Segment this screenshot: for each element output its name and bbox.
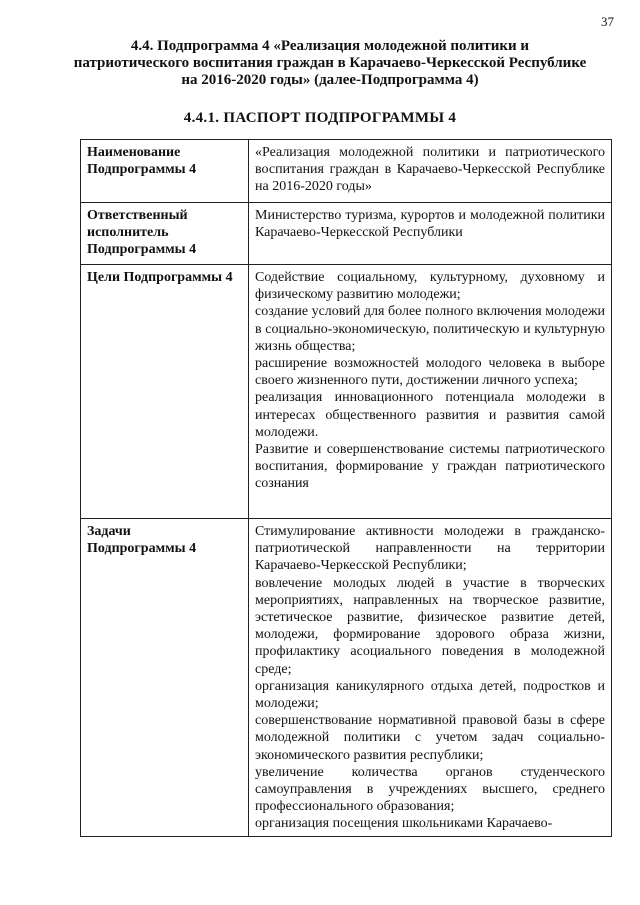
value-item: организация посещения школьниками Карачаево- — [255, 816, 553, 832]
value-item: реализация инновационного потенциала молодежи в интересах общественного развития и развития самой молодежи. — [255, 390, 605, 440]
value-item: вовлечение молодых людей в участие в творческих мероприятиях, направленных на творческое развитие, эстетическое развитие, физическое развитие детей, молодежи, формирование здорового образа жизни, профилактику асоциального поведения в молодежной среде; — [255, 575, 605, 677]
row-value — [249, 265, 612, 519]
value-item: Развитие и совершенствование системы патриотического воспитания, формирование у граждан патриотического сознания — [255, 442, 605, 492]
value-item: Содействие социальному, культурному, духовному и физическому развитию молодежи; — [255, 270, 605, 303]
label-line: Подпрограммы 4 — [87, 541, 197, 557]
table-row — [81, 265, 612, 519]
value-item: расширение возможностей молодого человека в выборе своего жизненного пути, достижении личного успеха; — [255, 356, 605, 389]
label-line: Наименование — [87, 145, 181, 160]
table-row — [81, 140, 612, 203]
value-item: «Реализация молодежной политики и патриотического воспитания граждан в Карачаево-Черкесской Республике на 2016-2020 годы» — [255, 145, 605, 195]
label-line: Цели Подпрограммы 4 — [87, 270, 233, 285]
label-line: Подпрограммы 4 — [87, 162, 197, 178]
row-label — [81, 203, 249, 265]
passport-table — [80, 139, 612, 837]
row-label — [81, 140, 249, 203]
row-value — [249, 519, 612, 837]
table-row — [81, 519, 612, 837]
heading-line: на 2016-2020 годы» (далее-Подпрограмма 4) — [181, 72, 479, 88]
row-value — [249, 140, 612, 203]
row-label — [81, 519, 249, 837]
passport-title: 4.4.1. ПАСПОРТ ПОДПРОГРАММЫ 4 — [183, 110, 457, 126]
row-label — [81, 265, 249, 519]
page-number: 37 — [601, 14, 614, 29]
label-line: Подпрограммы 4 — [87, 242, 197, 258]
label-line: исполнитель — [87, 225, 169, 241]
heading-line: патриотического воспитания граждан в Карачаево-Черкесской Республике — [73, 55, 587, 71]
value-item: увеличение количества органов студенческого самоуправления в учреждениях высшего, среднего профессионального образования; — [255, 764, 605, 815]
value-item: организация каникулярного отдыха детей, подростков и молодежи; — [255, 678, 605, 712]
table-row — [81, 203, 612, 265]
label-line: Задачи — [87, 524, 131, 539]
value-item: Стимулирование активности молодежи в гражданско-патриотической направленности на территории Карачаево-Черкесской Республики; — [255, 524, 605, 574]
section-heading — [60, 38, 600, 89]
label-line: Ответственный — [87, 208, 188, 223]
row-value — [249, 203, 612, 265]
value-item: Министерство туризма, курортов и молодежной политики Карачаево-Черкесской Республики — [255, 208, 605, 241]
value-item: создание условий для более полного включения молодежи в социально-экономическую, политическую и культурную жизнь общества; — [255, 304, 605, 354]
heading-line: 4.4. Подпрограмма 4 «Реализация молодежной политики и — [130, 38, 530, 54]
value-item: совершенствование нормативной правовой базы в сфере молодежной политики с учетом задач социально-экономического развития республики; — [255, 713, 605, 763]
